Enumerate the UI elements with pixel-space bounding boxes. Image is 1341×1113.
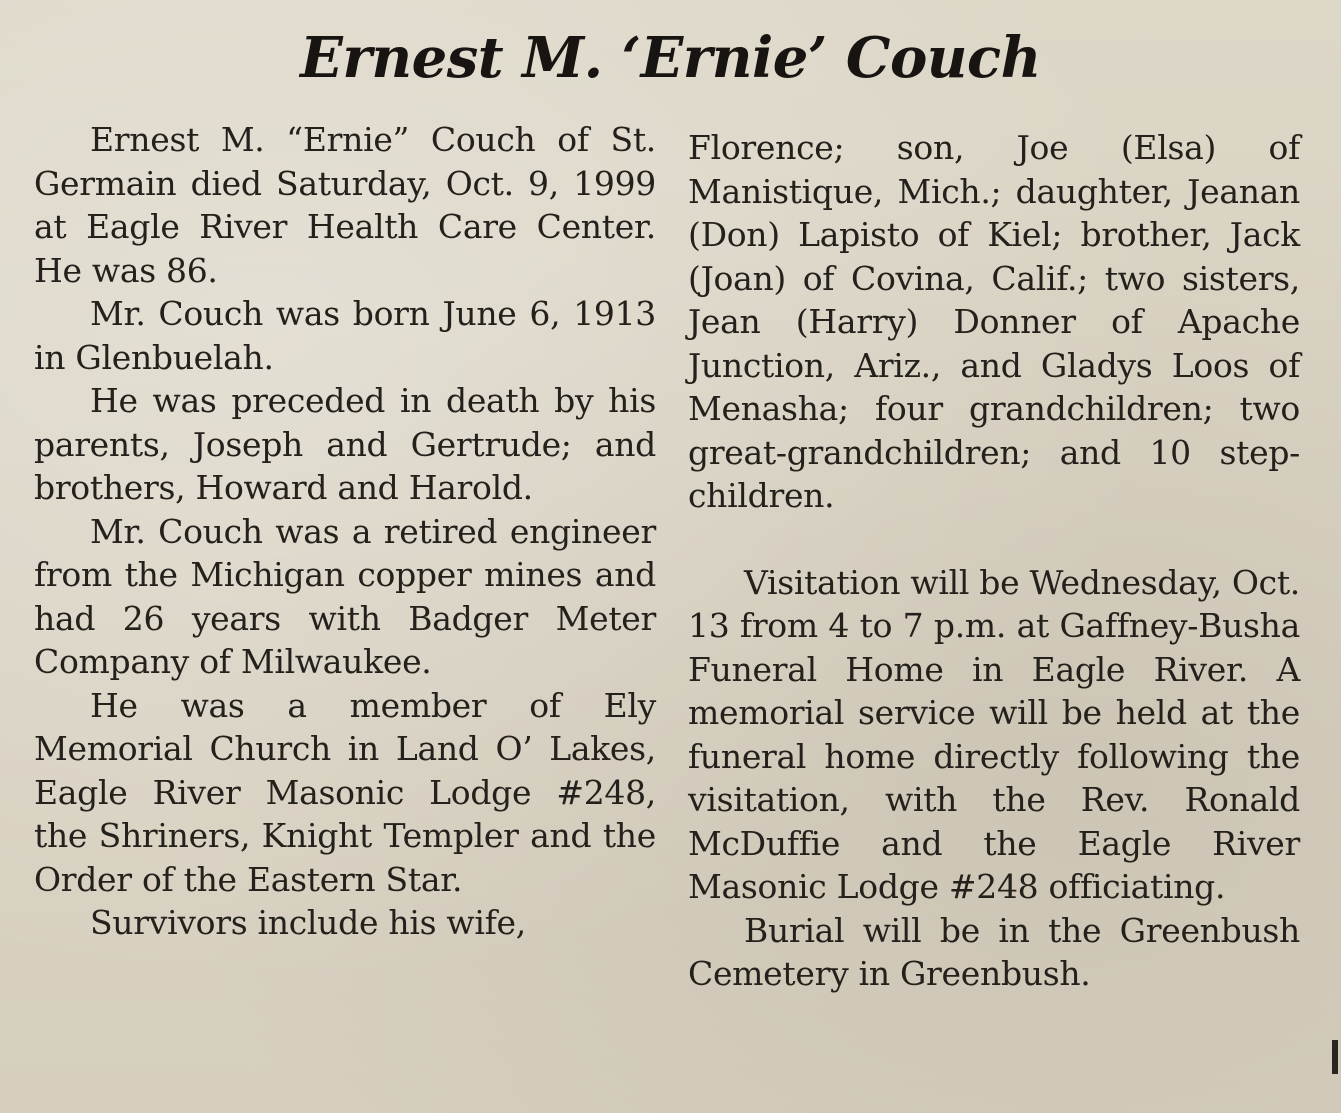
paragraph-survivors-start: Survivors include his wife, [90,903,526,942]
right-column [688,126,1300,996]
paragraph-career: Mr. Couch was a retired engineer from the Michigan copper mines and had 26 years with Badger Meter Company of Milwaukee. [34,511,656,681]
paragraph-burial: Burial will be in the Greenbush Cemetery in Greenbush. [688,910,1300,993]
paragraph-survivors-continued: Florence; son, Joe (Elsa) of Manistique, Mich.; daughter, Jeanan (Don) Lapisto of Kiel; brother, Jack (Joan) of Covina, Calif.; two sisters, Jean (Harry) Donner of Apache Junction, Ariz., and Gladys Loos of Menasha; four grandchildren; two great-grandchildren; and 10 step-children. [688,128,1300,515]
paragraph-birth: Mr. Couch was born June 6, 1913 in Glenbuelah. [34,294,656,377]
paragraph-death-notice: Ernest M. “Ernie” Couch of St. Germain died Saturday, Oct. 9, 1999 at Eagle River Health Care Center. He was 86. [34,120,656,290]
edge-mark [1332,1040,1338,1074]
paragraph-memberships: He was a member of Ely Memorial Church in Land O’ Lakes, Eagle River Masonic Lodge #248, the Shriners, Knight Templer and the Order of the Eastern Star. [34,685,656,899]
paragraph-preceded: He was preceded in death by his parents, Joseph and Gertrude; and brothers, Howard and Harold. [34,381,656,507]
obituary-title: Ernest M. ‘Ernie’ Couch [300,25,1041,91]
left-column [34,118,656,945]
paragraph-visitation: Visitation will be Wednesday, Oct. 13 from 4 to 7 p.m. at Gaffney-Busha Funeral Home in Eagle River. A memorial service will be held at the funeral home directly following the visitation, with the Rev. Ronald McDuffie and the Eagle River Masonic Lodge #248 officiating. [688,562,1300,906]
